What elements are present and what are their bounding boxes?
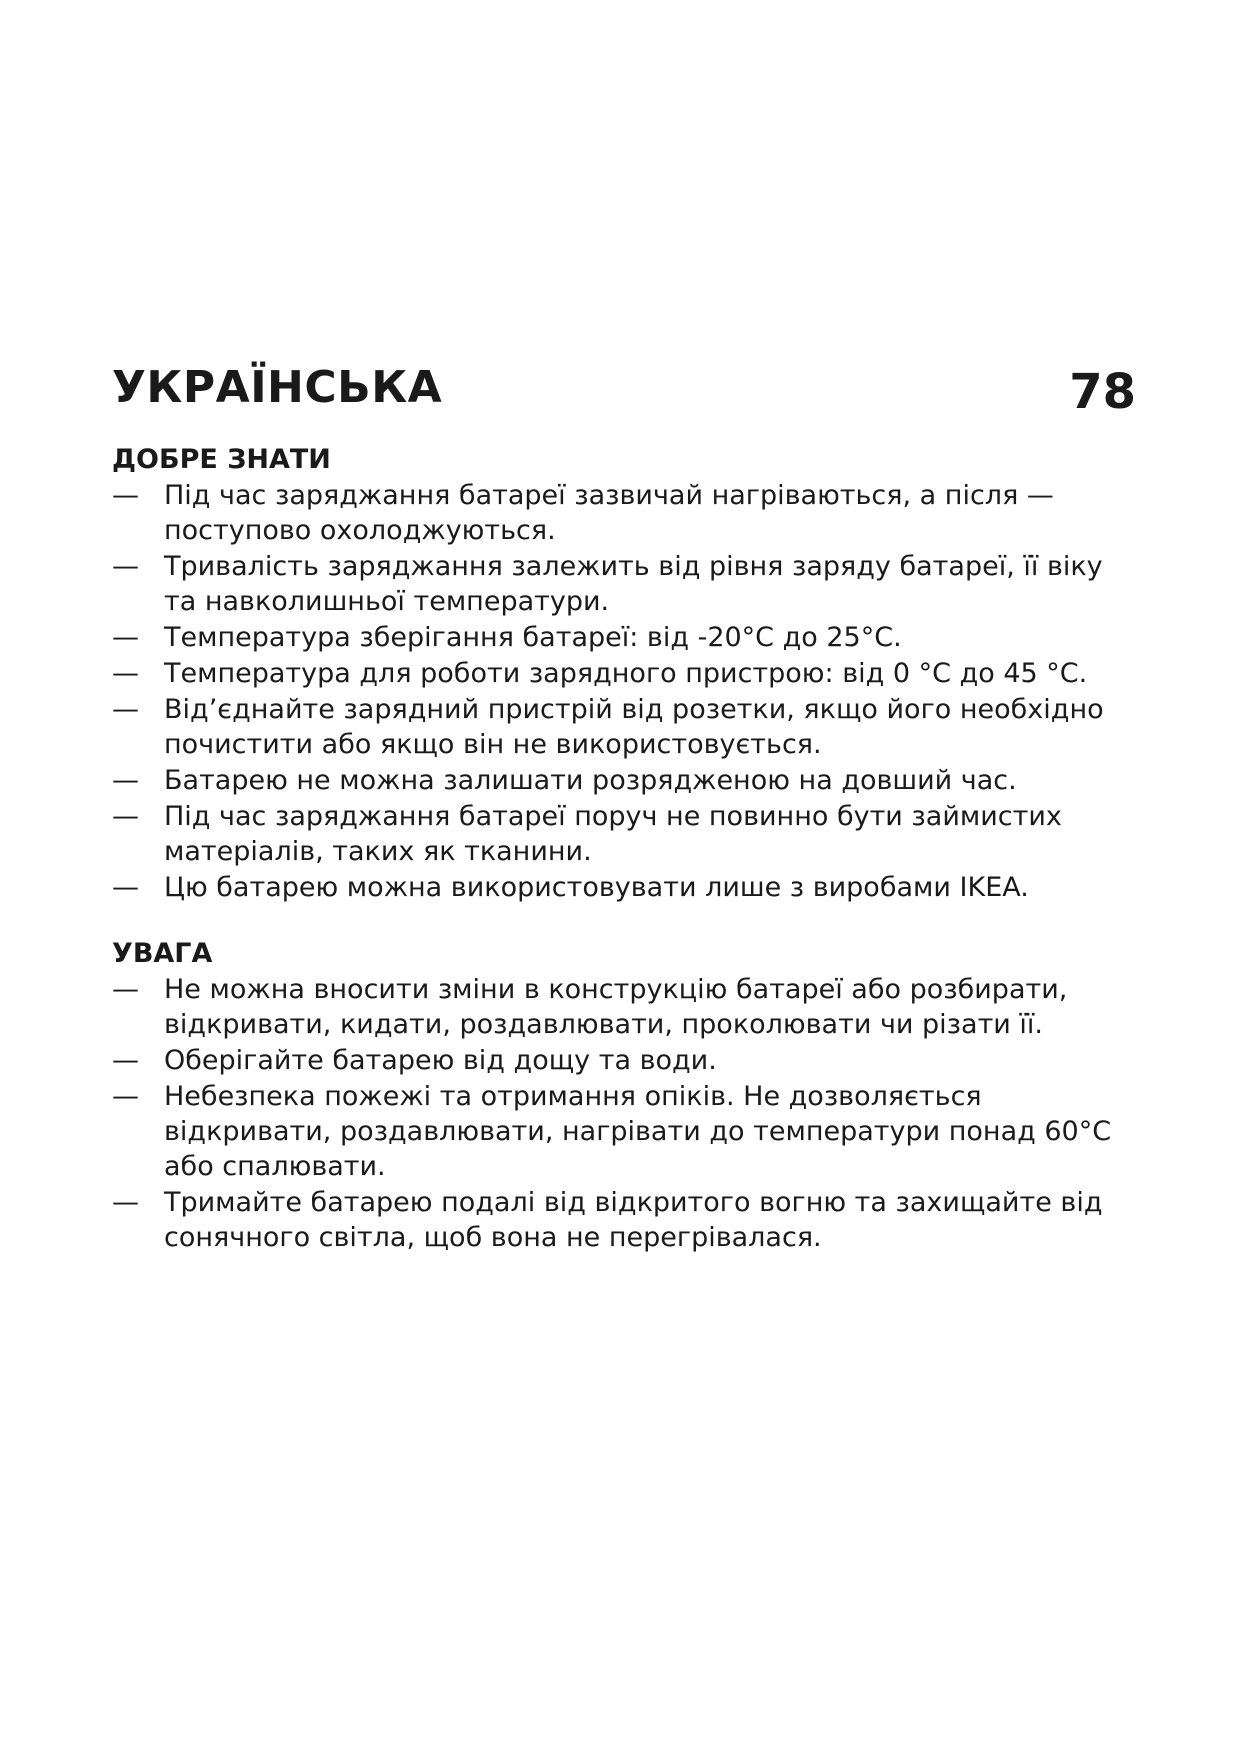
list-item <box>112 692 1136 762</box>
list-item <box>112 549 1136 619</box>
dash-bullet: — <box>112 1081 139 1112</box>
good-to-know-section <box>112 444 1136 906</box>
list-item <box>112 870 1136 905</box>
list-item-text: Тримайте батарею подалі від відкритого вогню та захищайте від сонячного світла, щоб вона не перегрівалася. <box>164 1187 1103 1253</box>
list-item <box>112 763 1136 798</box>
dash-bullet: — <box>112 1187 139 1218</box>
section-heading-good-to-know: ДОБРЕ ЗНАТИ <box>112 444 331 475</box>
list-item <box>112 620 1136 655</box>
dash-bullet: — <box>112 694 139 725</box>
warning-section <box>112 938 1136 1256</box>
list-item-text: Температура для роботи зарядного пристрою: від 0 °C до 45 °C. <box>164 658 1088 689</box>
list-item-text: Під час заряджання батареї поруч не повинно бути займистих матеріалів, таких як тканини. <box>164 801 1062 867</box>
list-item-text: Від’єднайте зарядний пристрій від розетки, якщо його необхідно почистити або якщо він не використовується. <box>164 694 1104 760</box>
list-item <box>112 656 1136 691</box>
list-item-text: Батарею не можна залишати розрядженою на довший час. <box>164 765 1017 796</box>
list-item-text: Небезпека пожежі та отримання опіків. Не дозволяється відкривати, роздавлювати, нагрівати до температури понад 60°C або спалювати. <box>164 1081 1112 1182</box>
list-item-text: Тривалість заряджання залежить від рівня заряду батареї, її віку та навколишньої температури. <box>164 551 1103 617</box>
list-item-text: Оберігайте батарею від дощу та води. <box>164 1045 717 1076</box>
page-title: УКРАЇНСЬКА <box>112 362 443 413</box>
list-item <box>112 972 1136 1042</box>
page-header <box>112 358 1136 418</box>
dash-bullet: — <box>112 872 139 903</box>
dash-bullet: — <box>112 551 139 582</box>
list-item-text: Температура зберігання батареї: від -20°C до 25°C. <box>164 622 902 653</box>
dash-bullet: — <box>112 658 139 689</box>
list-item <box>112 1185 1136 1255</box>
list-item <box>112 1079 1136 1184</box>
list-item <box>112 1043 1136 1078</box>
list-item <box>112 799 1136 869</box>
dash-bullet: — <box>112 622 139 653</box>
warning-list <box>112 972 1136 1255</box>
list-item-text: Під час заряджання батареї зазвичай нагріваються, а після — поступово охолоджуються. <box>164 480 1054 546</box>
dash-bullet: — <box>112 1045 139 1076</box>
dash-bullet: — <box>112 480 139 511</box>
good-to-know-list <box>112 478 1136 905</box>
list-item <box>112 478 1136 548</box>
dash-bullet: — <box>112 801 139 832</box>
list-item-text: Цю батарею можна використовувати лише з виробами IKEA. <box>164 872 1029 903</box>
dash-bullet: — <box>112 974 139 1005</box>
page-number: 78 <box>1069 364 1136 420</box>
list-item-text: Не можна вносити зміни в конструкцію батареї або розбирати, відкривати, кидати, роздавлювати, проколювати чи різати її. <box>164 974 1068 1040</box>
section-heading-warning: УВАГА <box>112 938 213 969</box>
dash-bullet: — <box>112 765 139 796</box>
